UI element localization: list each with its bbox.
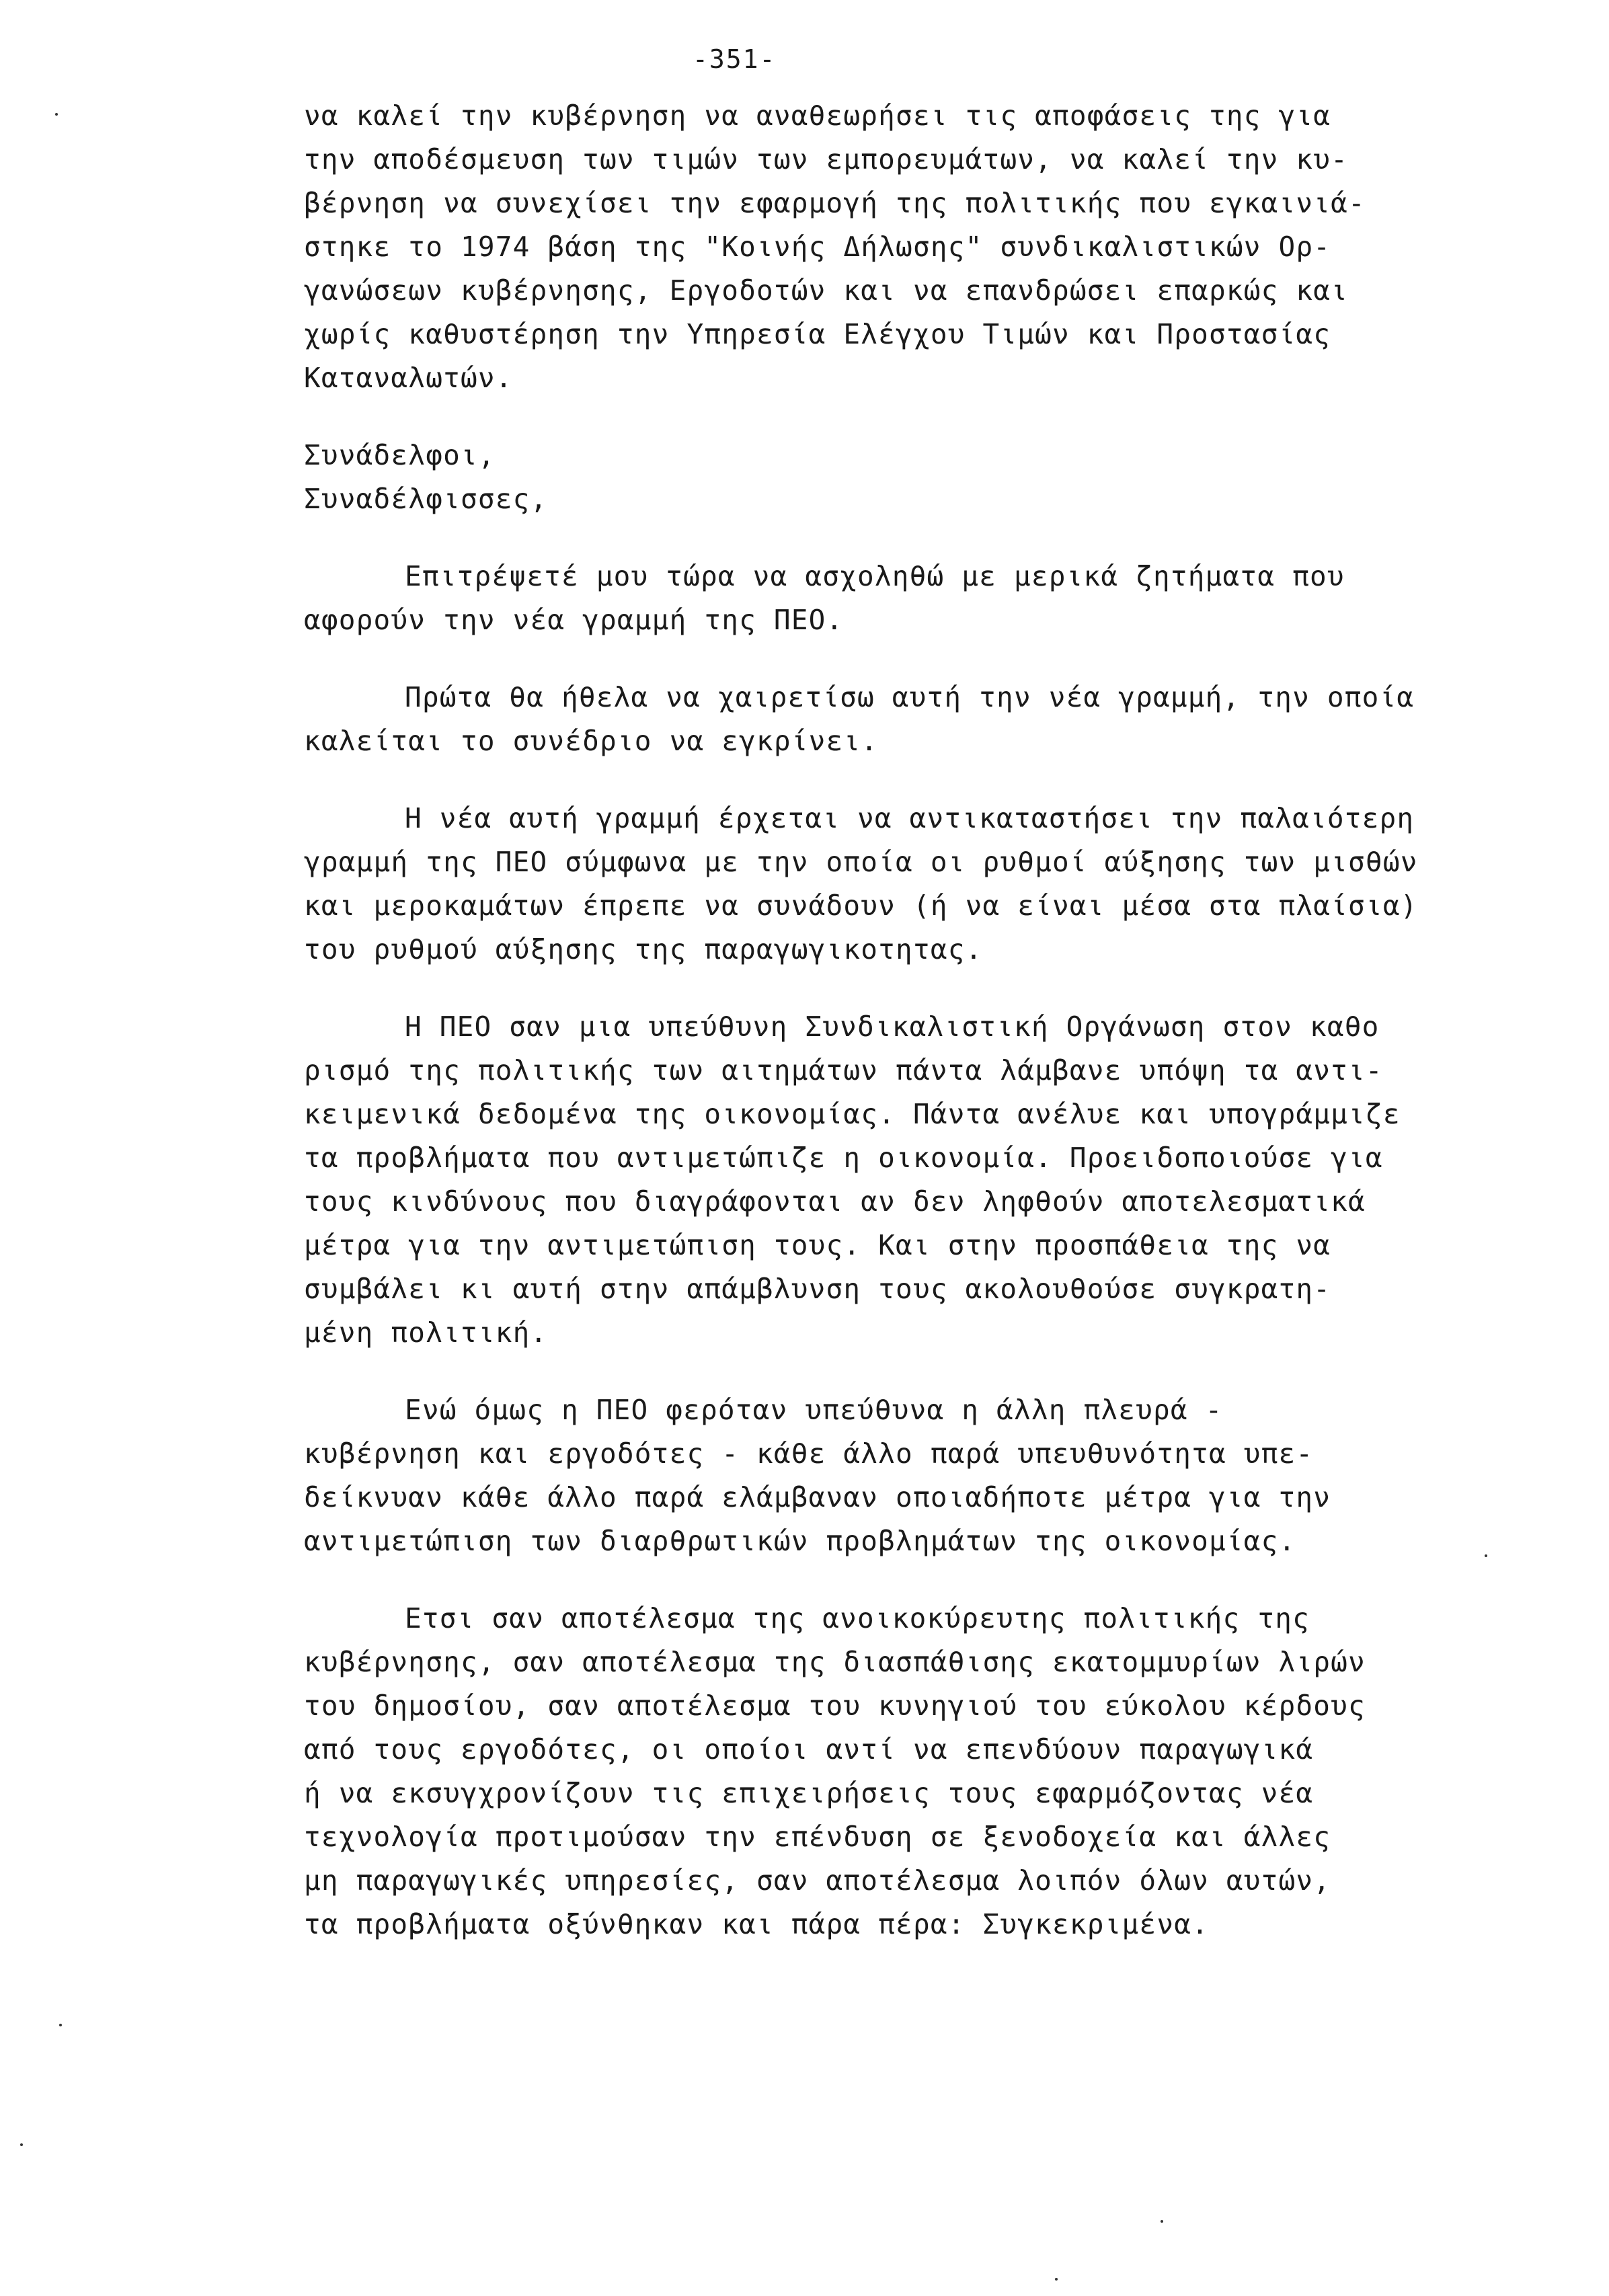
paragraph (304, 1005, 1555, 1355)
body-text (304, 94, 1555, 1946)
text-line: από τους εργοδότες, οι οποίοι αντί να επενδύουν παραγωγικά (304, 1733, 1314, 1766)
text-line: αντιμετώπιση των διαρθρωτικών προβλημάτων της οικονομίας. (304, 1525, 1296, 1557)
paragraph (304, 1388, 1555, 1563)
text-line: Συνάδελφοι, (304, 439, 496, 471)
text-line: τα προβλήματα οξύνθηκαν και πάρα πέρα: Συγκεκριμένα. (304, 1908, 1209, 1940)
text-line: γανώσεων κυβέρνησης, Εργοδοτών και να επανδρώσει επαρκώς και (304, 274, 1349, 307)
paragraph (304, 94, 1555, 400)
scan-speck (59, 2024, 62, 2026)
text-line: συμβάλει κι αυτή στην απάμβλυνση τους ακολουθούσε συγκρατη- (304, 1273, 1331, 1305)
text-line: βέρνηση να συνεχίσει την εφαρμογή της πολιτικής που εγκαινιά- (304, 187, 1366, 219)
text-line: να καλεί την κυβέρνηση να αναθεωρήσει τις αποφάσεις της για (304, 100, 1331, 132)
text-line: στηκε το 1974 βάση της "Κοινής Δήλωσης" συνδικαλιστικών Ορ- (304, 231, 1331, 263)
text-line: του ρυθμού αύξησης της παραγωγικοτητας. (304, 933, 983, 965)
text-line: Η νέα αυτή γραμμή έρχεται να αντικαταστήσει την παλαιότερη (405, 802, 1415, 834)
salutation (304, 434, 1555, 521)
text-line: και μεροκαμάτων έπρεπε να συνάδουν (ή να είναι μέσα στα πλαίσια) (304, 889, 1418, 922)
text-line: ή να εκσυγχρονίζουν τις επιχειρήσεις τους εφαρμόζοντας νέα (304, 1777, 1314, 1809)
text-line: κυβέρνηση και εργοδότες - κάθε άλλο παρά υπευθυνότητα υπε- (304, 1437, 1314, 1470)
scan-speck (20, 2143, 23, 2146)
paragraph (304, 555, 1555, 642)
text-line: κυβέρνησης, σαν αποτέλεσμα της διασπάθισης εκατομμυρίων λιρών (304, 1646, 1366, 1678)
text-line: κειμενικά δεδομένα της οικονομίας. Πάντα ανέλυε και υπογράμμιζε (304, 1098, 1401, 1130)
text-line: του δημοσίου, σαν αποτέλεσμα του κυνηγιού του εύκολου κέρδους (304, 1690, 1366, 1722)
text-line: Η ΠΕΟ σαν μια υπεύθυνη Συνδικαλιστική Οργάνωση στον καθο (405, 1011, 1380, 1043)
text-line: γραμμή της ΠΕΟ σύμφωνα με την οποία οι ρυθμοί αύξησης των μισθών (304, 846, 1418, 878)
text-line: δείκνυαν κάθε άλλο παρά ελάμβαναν οποιαδήποτε μέτρα για την (304, 1481, 1331, 1513)
scan-speck (1055, 2278, 1058, 2281)
text-line: Καταναλωτών. (304, 362, 513, 394)
paragraph (304, 676, 1555, 763)
text-line: ρισμό της πολιτικής των αιτημάτων πάντα λάμβανε υπόψη τα αντι- (304, 1054, 1383, 1086)
text-line: Επιτρέψετέ μου τώρα να ασχοληθώ με μερικά ζητήματα που (405, 560, 1345, 592)
page-number: -351- (693, 44, 777, 74)
text-line: τα προβλήματα που αντιμετώπιζε η οικονομία. Προειδοποιούσε για (304, 1142, 1383, 1174)
scan-speck (55, 113, 58, 116)
scan-speck (1161, 2220, 1163, 2223)
text-line: χωρίς καθυστέρηση την Υπηρεσία Ελέγχου Τιμών και Προστασίας (304, 318, 1331, 350)
text-line: αφορούν την νέα γραμμή της ΠΕΟ. (304, 604, 844, 636)
text-line: τεχνολογία προτιμούσαν την επένδυση σε ξενοδοχεία και άλλες (304, 1821, 1331, 1853)
text-line: μένη πολιτική. (304, 1316, 548, 1349)
scan-speck (1485, 1554, 1487, 1557)
paragraph (304, 797, 1555, 972)
paragraph (304, 1597, 1555, 1946)
text-line: Πρώτα θα ήθελα να χαιρετίσω αυτή την νέα γραμμή, την οποία (405, 681, 1415, 713)
text-line: την αποδέσμευση των τιμών των εμπορευμάτων, να καλεί την κυ- (304, 143, 1349, 175)
text-line: καλείται το συνέδριο να εγκρίνει. (304, 725, 879, 757)
text-line: Ενώ όμως η ΠΕΟ φερόταν υπεύθυνα η άλλη πλευρά - (405, 1394, 1223, 1426)
text-line: Συναδέλφισσες, (304, 483, 548, 515)
text-line: Ετσι σαν αποτέλεσμα της ανοικοκύρευτης πολιτικής της (405, 1602, 1310, 1634)
text-line: μη παραγωγικές υπηρεσίες, σαν αποτέλεσμα λοιπόν όλων αυτών, (304, 1864, 1331, 1897)
text-line: μέτρα για την αντιμετώπιση τους. Και στην προσπάθεια της να (304, 1229, 1331, 1261)
text-line: τους κινδύνους που διαγράφονται αν δεν ληφθούν αποτελεσματικά (304, 1185, 1366, 1218)
